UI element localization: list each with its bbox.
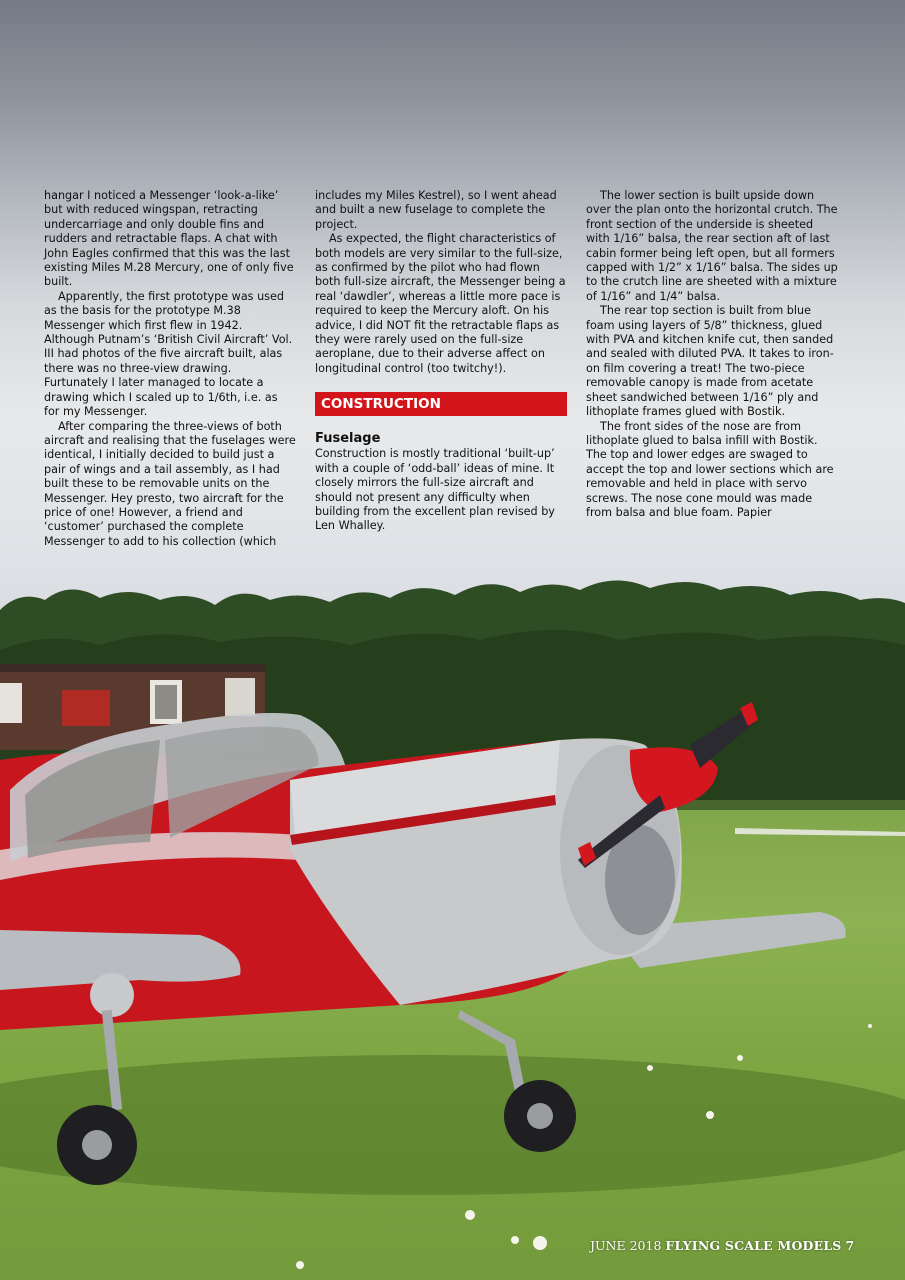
page-footer <box>590 1238 854 1253</box>
paragraph: Construction is mostly traditional ‘built-up’ with a couple of ‘odd-ball’ ideas of mine. It closely mirrors the full-size aircraft and should not present any difficulty when building from the excellent plan revised by Len Whalley. <box>315 447 555 533</box>
paragraph: Apparently, the first prototype was used as the basis for the prototype M.38 Messenger which first flew in 1942. Although Putnam’s ‘British Civil Aircraft’ Vol. III had photos of the five aircraft built, alas there was no three-view drawing. Furtunately I later managed to locate a drawing which I scaled up to 1/6th, i.e. as for my Messenger. <box>44 289 293 419</box>
paragraph: As expected, the flight characteristics of both models are very similar to the full-size, as confirmed by the pilot who had flown both full-size aircraft, the Messenger being a real ‘dawdler’, whereas a little more pace is required to keep the Mercury aloft. On his advice, I did NOT fit the retractable flaps as they were rarely used on the full-size aeroplane, due to their adverse affect on longitudinal control (too twitchy!). <box>315 232 566 375</box>
subheading-fuselage: Fuselage <box>315 431 381 447</box>
paragraph: After comparing the three-views of both aircraft and realising that the fuselages were identical, I initially decided to build just a pair of wings and a tail assembly, as I had built these to be removable units on the Messenger. Hey presto, two aircraft for the price of one! However, a friend and ‘customer’ purchased the complete Messenger to add to his collection (which <box>44 419 296 548</box>
paragraph: The front sides of the nose are from lithoplate glued to balsa infill with Bostik. The top and lower edges are swaged to accept the top and lower sections which are removable and held in place with servo screws. The nose cone mould was made from balsa and blue foam. Papier <box>586 419 834 519</box>
footer-date: JUNE 2018 <box>590 1238 662 1253</box>
paragraph: hangar I noticed a Messenger ‘look-a-like’ but with reduced wingspan, retracting undercarriage and only double fins and rudders and retractable flaps. A chat with John Eagles confirmed that this was the last existing Miles M.28 Mercury, one of only five built. <box>44 189 294 289</box>
text-column-1 <box>44 189 296 549</box>
text-column-3 <box>586 189 838 520</box>
section-heading-construction: CONSTRUCTION <box>315 392 567 416</box>
page-number: 7 <box>845 1238 855 1253</box>
paragraph: The lower section is built upside down over the plan onto the horizontal crutch. The front section of the underside is sheeted with 1/16” balsa, the rear section aft of last cabin former being left open, but all formers capped with 1/2” x 1/16” balsa. The sides up to the crutch line are sheeted with a mixture of 1/16” and 1/4” balsa. <box>586 189 838 303</box>
text-column-2 <box>315 189 567 534</box>
paragraph: The rear top section is built from blue foam using layers of 5/8” thickness, glued with PVA and kitchen knife cut, then sanded and sealed with diluted PVA. It takes to iron-on film covering a treat! The two-piece removable canopy is made from acetate sheet sandwiched between 1/16” ply and lithoplate frames glued with Bostik. <box>586 304 834 419</box>
footer-magazine-name: FLYING SCALE MODELS <box>665 1238 842 1253</box>
paragraph: includes my Miles Kestrel), so I went ahead and built a new fuselage to complete the project. <box>315 189 557 231</box>
